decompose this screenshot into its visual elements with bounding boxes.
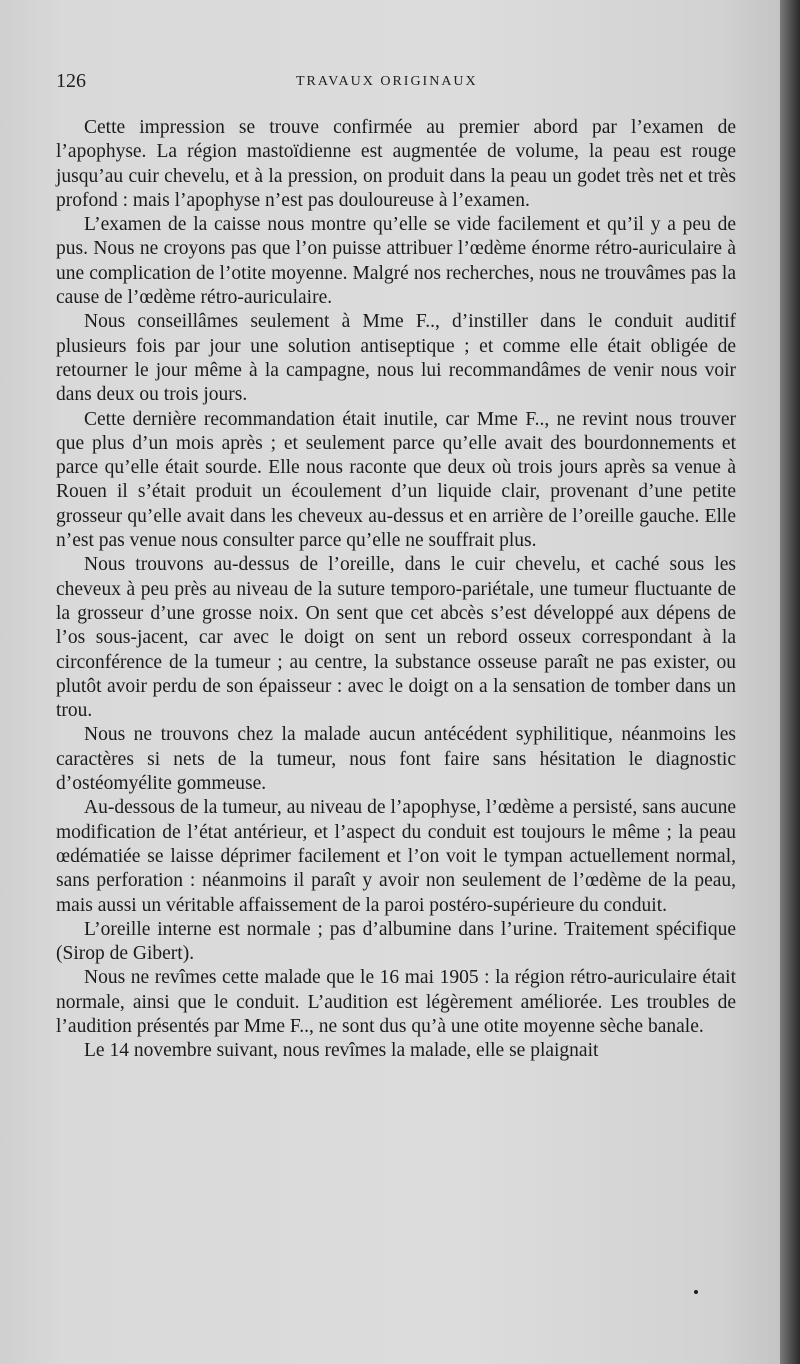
paragraph: Nous trouvons au-dessus de l’oreille, dans le cuir chevelu, et caché sous les cheveux à peu près au niveau de la suture temporo-pariétale, une tumeur fluctuante de la grosseur d’une grosse noix. On sent que cet abcès s’est développé aux dépens de l’os sous-jacent, car avec le doigt on sent un rebord osseux correspondant à la circonférence de la tumeur ; au centre, la substance osseuse paraît ne pas exister, ou plutôt avoir perdu de son épaisseur : avec le doigt on a la sensation de tomber dans un trou. <box>56 554 736 722</box>
paragraph: L’examen de la caisse nous montre qu’elle se vide facilement et qu’il y a peu de pus. Nous ne croyons pas que l’on puisse attribuer l’œdème énorme rétro-auriculaire à une complication de l’otite moyenne. Malgré nos recherches, nous ne trouvâmes pas la cause de l’œdème rétro-auriculaire. <box>56 214 736 309</box>
paragraph: Cette dernière recommandation était inutile, car Mme F.., ne revint nous trouver que plus d’un mois après ; et seulement parce qu’elle avait des bourdonnements et parce qu’elle était sourde. Elle nous raconte que deux où trois jours après sa venue à Rouen il s’était produit un écoulement d’un liquide clair, provenant d’une petite grosseur qu’elle avait dans les cheveux au-dessus et en arrière de l’oreille gauche. Elle n’est pas venue nous consulter parce qu’elle ne souffrait plus. <box>56 408 736 552</box>
page-number: 126 <box>56 70 86 92</box>
paragraph: Cette impression se trouve confirmée au premier abord par l’examen de l’apophyse. La région mastoïdienne est augmentée de volume, la peau est rouge jusqu’au cuir chevelu, et à la pression, on produit dans la peau un godet très net et très profond : mais l’apophyse n’est pas douloureuse à l’examen. <box>56 117 736 211</box>
page-header <box>56 70 736 100</box>
paragraph: Nous ne revîmes cette malade que le 16 mai 1905 : la région rétro-auriculaire était normale, ainsi que le conduit. L’audition est légèrement améliorée. Les troubles de l’audition présentés par Mme F.., ne sont dus qu’à une otite moyenne sèche banale. <box>56 967 736 1037</box>
paragraph: Nous ne trouvons chez la malade aucun antécédent syphilitique, néanmoins les caractères si nets de la tumeur, nous font faire sans hésitation le diagnostic d’ostéomyélite gommeuse. <box>56 724 736 795</box>
paragraph: Le 14 novembre suivant, nous revîmes la malade, elle se plaignait <box>84 1040 599 1062</box>
binding-edge <box>780 0 800 1364</box>
body-text <box>56 116 736 1064</box>
running-head: TRAVAUX ORIGINAUX <box>296 74 478 89</box>
ink-dot <box>694 1290 698 1294</box>
paragraph: L’oreille interne est normale ; pas d’albumine dans l’urine. Traitement spécifique (Sirop de Gibert). <box>56 918 736 965</box>
paragraph: Au-dessous de la tumeur, au niveau de l’apophyse, l’œdème a persisté, sans aucune modification de l’état antérieur, et l’aspect du conduit est toujours le même ; la peau œdématiée se laisse déprimer facilement et l’on voit le tympan actuellement normal, sans perforation : néanmoins il paraît y avoir non seulement de l’œdème de la peau, mais aussi un véritable affaissement de la paroi postéro-supérieure du conduit. <box>56 797 736 916</box>
paragraph: Nous conseillâmes seulement à Mme F.., d’instiller dans le conduit auditif plusieurs fois par jour une solution antiseptique ; et comme elle était obligée de retourner le jour même à la campagne, nous lui recommandâmes de venir nous voir dans deux ou trois jours. <box>56 311 736 406</box>
